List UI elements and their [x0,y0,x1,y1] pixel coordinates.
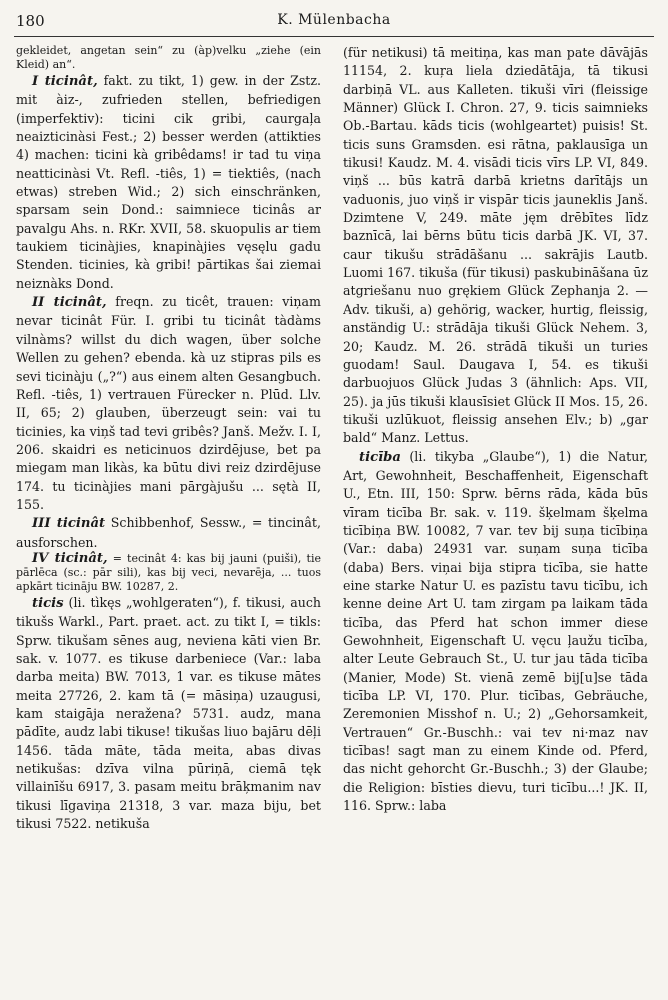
entry-headword: I ticinât, [32,74,98,89]
entry-headword: ticis [32,595,64,611]
page-number: 180 [16,12,45,30]
entry-headword: II ticinât, [32,295,107,311]
left-column [16,44,321,988]
entry-text: freqn. zu ticêt, trauen: viņam nevar ticinât Für. I. gribi tu ticinât tàdàms vilnàms? willst du dich wagen, über solche Wellen zu gehen? ebenda. kà uz stipras pils es sevi ticinàju („?“) aus einem alten Gesangbuch. Refl. -tiês, 1) vertrauen Fürecker n. Plūd. Llv. II, 65; 2) glauben, überzeugt sein: vai tu ticinies, ka viņš tad tevi gribês? Janš. Mežv. I. I, 206. skaidri es neticinuos dzirdējuse, bet pa miegam man likàs, ka būtu divi reiz dzirdējuse 174. tu ticinàjies mani pārgàjušu ... sętà II, 155. [16,294,321,512]
dictionary-entry [16,594,321,833]
dictionary-entry [16,72,321,293]
entry-headword: ticība [359,449,401,465]
dictionary-entry [16,44,321,72]
entry-headword: III ticinât [32,516,106,532]
entry-text: Schibbenhof, Sessw., = tincinât, ausforschen. [16,515,321,550]
dictionary-entry [16,293,321,514]
entry-text: (li. tikyba „Glaube“), 1) die Natur, Art, Gewohnheit, Beschaffenheit, Eigenschaft U., Etn. III, 150: Sprw. bērns rāda, kāda būs vīram ticība Br. sak. v. 119. šķelmam šķelma ticībiņa BW. 10082, 7 var. tev bij suņa ticībiņa (Var.: daba) 24931 var. suņam suņa ticība (daba) Bers. viņai bija stipra ticība, sie hatte eine starke Natur U. es pazīstu tavu ticību, ich kenne deine Art U. tam zirgam pa laikam tāda ticība, das Pferd hat schon immer diese Gewohnheit, Eigenschaft U. vęcu ļaužu ticība, alter Leute Gebrauch St., U. tur jau tāda ticība (Manier, Mode) St. vienā zemē bij[u]se tāda ticība LP. VI, 170. Plur. ticības, Gebräuche, Zeremonien Misshof n. U.; 2) „Gehorsamkeit, Vertrauen“ Gr.-Buschh.: vai tev ni·maz nav ticības! sagt man zu einem Kinde od. Pferd, das nicht gehorcht Gr.-Buschh.; 3) der Glaube; die Religion: bīsties dievu, turi ticību...! JK. II, 116. Sprw.: laba [343,448,648,814]
running-title: K. Mülenbacha [277,12,391,28]
entry-text: fakt. zu tikt, 1) gew. in der Zstz. mit àiz-, zufrieden stellen, befriedigen (imperfektiv): ticini cik gribi, caurgaļa neaizticinàsi Fest.; 2) besser werden (attikties 4) machen: ticini kà gribêdams! ir tad tu viņa neatticinàsi Vt. Refl. -tiês, 1) = tiektiês, (nach etwas) streben Wid.; 2) sich einschränken, sparsam sein Dond.: saimniece ticinâs ar pavalgu Ahs. n. RKr. XVII, 58. skuopulis ar tiem taukiem ticinàjies, knapinàjies vęsęlu gadu Stenden. ticinies, kà gribi! pārtikas šai ziemai neiznàks Dond. [16,73,321,291]
dictionary-entry [16,552,321,594]
dictionary-entry [16,514,321,552]
dictionary-entry [343,44,648,448]
entry-headword: IV ticinât, [32,550,108,566]
entry-text: (für netikusi) tā meitiņa, kas man pate dāvājās 11154, 2. kuŗa liela dziedātāja, tā tikusi darbiņā VL. aus Kalleten. tikuši vīri (fleissige Männer) Glück I. Chron. 27, 9. ticis saimnieks Ob.-Bartau. kāds ticis (wohlgeartet) puisis! St. ticis suns Gramsden. esi rātna, paklausīga un tikusi! Kaudz. M. 4. visādi ticis vīrs LP. VI, 849. viņš ... būs katrā darbā krietns darītājs un vaduonis, juo viņš ir vispār ticis jauneklis Janš. Dzimtene V, 249. māte jęm drēbītes līdz baznīcā, lai bērns būtu ticis darbā JK. VI, 37. caur tikušu strādāšanu ... sakrājis Lautb. Luomi 167. tikuša (für tikusi) paskubināšana ūz atgriešanu nuo grękiem Glück Zephanja 2. — Adv. tikuši, a) gehörig, wacker, hurtig, fleissig, anständig U.: strādāja tikuši Glück Nehem. 3, 20; Kaudz. M. 26. strādā tikuši un turies guodam! Saul. Daugava I, 54. es tikuši darbuojuos Glück Judas 3 (ähnlich: Aps. VII, 25). ja jūs tikuši klausīsiet Glück II Mos. 15, 26. tikuši uzlūkuot, fleissig ansehen Elv.; b) „gar bald“ Manz. Lettus. [343,45,648,446]
entry-text: (li. tìkęs „wohlgeraten“), f. tikusi, auch tikušs Warkl., Part. praet. act. zu tikt I, = tikls: Sprw. tikušam sēnes aug, neviena kāti vien Br. sak. v. 1077. es tikuse darbeniece (Var.: laba darba meita) BW. 7013, 1 var. es tikuse mātes meita 27726, 2. kam tā (= māsiņa) uzaugusi, kam staigāja neražena? 5731. audz, mana pādīte, audz labi tikuse! tikušas liuo bajāru dēļi 1456. tāda māte, tāda meita, abas divas netikušas: dzīva vilna pūriņā, ciemā tęk villainīšu 6917, 3. pasam meitu brāķmanim nav tikusi līgaviņa 21318, 3 var. maza biju, bet tikusi 7522. netikuša [16,594,321,832]
entry-text: = tecinât 4: kas bij jauni (puiši), tie pārlēca (sc.: pār sili), kas bij veci, nevarēja, ... tuos apkārt ticināju BW. 10287, 2. [16,551,321,593]
right-column [343,44,648,988]
page-header [14,6,654,37]
dictionary-entry [343,448,648,816]
entry-text: gekleidet, angetan sein“ zu (àp)velku „ziehe (ein Kleid) an“. [16,44,321,71]
